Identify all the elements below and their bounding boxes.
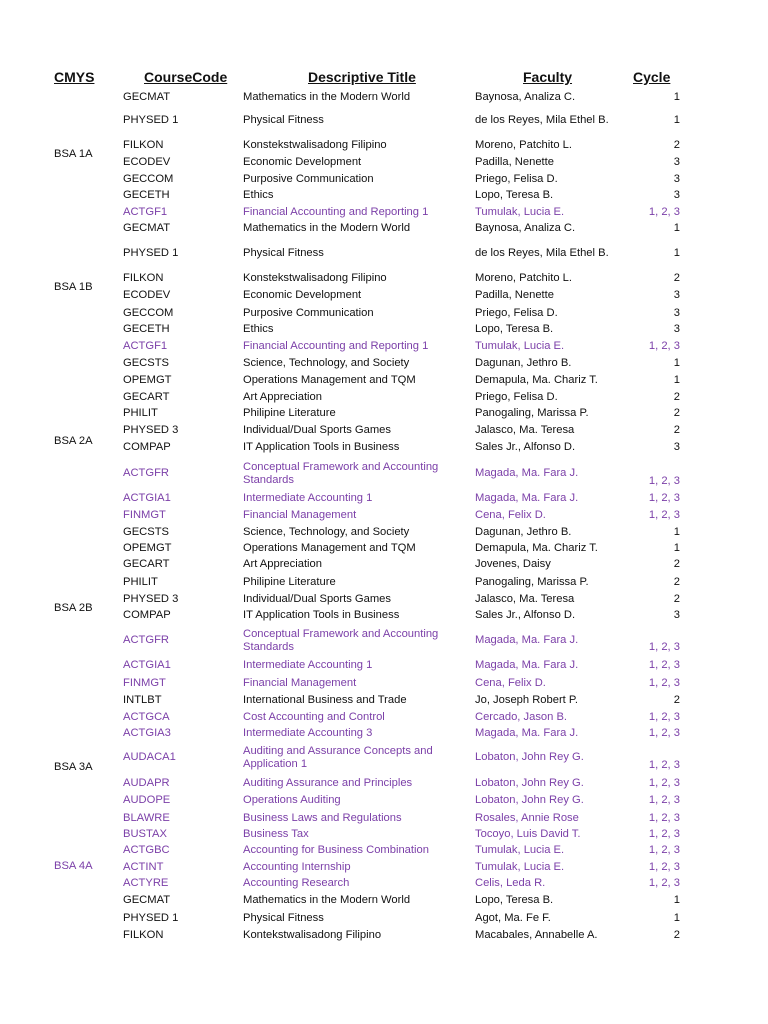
cycle-value: 1, 2, 3 [648, 206, 680, 218]
cycle-value: 3 [673, 173, 680, 185]
cycle-value: 3 [673, 609, 680, 621]
course-code: GECETH [123, 189, 170, 201]
course-code: OPEMGT [123, 542, 172, 554]
course-code: GECART [123, 558, 170, 570]
cmys-group-label: BSA 1B [54, 281, 93, 293]
descriptive-title: Physical Fitness [243, 912, 324, 924]
course-code: OPEMGT [123, 374, 172, 386]
course-code: PHILIT [123, 407, 158, 419]
course-code: COMPAP [123, 441, 171, 453]
cycle-value: 3 [673, 189, 680, 201]
faculty-name: Macabales, Annabelle A. [475, 929, 598, 941]
course-code: BUSTAX [123, 828, 167, 840]
course-code: ACTGFR [123, 634, 169, 646]
descriptive-title: Business Laws and Regulations [243, 812, 402, 824]
faculty-name: Jalasco, Ma. Teresa [475, 424, 575, 436]
header-course-code: CourseCode [144, 69, 228, 85]
cycle-value: 2 [673, 694, 680, 706]
cycle-value: 1, 2, 3 [648, 509, 680, 521]
descriptive-title: Financial Management [243, 677, 357, 689]
faculty-name: Baynosa, Analiza C. [475, 222, 576, 234]
faculty-name: Lobaton, John Rey G. [475, 751, 584, 763]
cycle-value: 1, 2, 3 [648, 759, 680, 771]
descriptive-title: Mathematics in the Modern World [243, 91, 411, 103]
faculty-name: de los Reyes, Mila Ethel B. [475, 114, 609, 126]
cmys-group-label: BSA 3A [54, 761, 93, 773]
descriptive-title: Financial Accounting and Reporting 1 [243, 340, 429, 352]
cycle-value: 1 [673, 222, 680, 234]
cycle-value: 2 [673, 272, 680, 284]
faculty-name: Priego, Felisa D. [475, 307, 558, 319]
descriptive-title: Purposive Communication [243, 173, 374, 185]
course-code: FILKON [123, 139, 164, 151]
cycle-value: 1, 2, 3 [648, 475, 680, 487]
faculty-name: Padilla, Nenette [475, 289, 554, 301]
faculty-name: Sales Jr., Alfonso D. [475, 441, 576, 453]
cycle-value: 1, 2, 3 [648, 861, 680, 873]
faculty-name: Celis, Leda R. [475, 877, 546, 889]
course-code: ECODEV [123, 289, 171, 301]
descriptive-title: Purposive Communication [243, 307, 374, 319]
course-code: ACTGF1 [123, 206, 168, 218]
faculty-name: Rosales, Annie Rose [475, 812, 579, 824]
course-code: AUDACA1 [123, 751, 176, 763]
descriptive-title: Physical Fitness [243, 114, 324, 126]
descriptive-title: Physical Fitness [243, 247, 324, 259]
cycle-value: 1 [673, 91, 680, 103]
descriptive-title: Ethics [243, 189, 274, 201]
descriptive-title: Operations Auditing [243, 794, 341, 806]
course-code: ECODEV [123, 156, 171, 168]
course-code: PHILIT [123, 576, 158, 588]
course-code: GECCOM [123, 173, 174, 185]
header-cycle: Cycle [633, 69, 671, 85]
course-code: ACTGBC [123, 844, 170, 856]
descriptive-title: Financial Management [243, 509, 357, 521]
cycle-value: 2 [673, 407, 680, 419]
faculty-name: Cena, Felix D. [475, 509, 546, 521]
cycle-value: 3 [673, 307, 680, 319]
descriptive-title: IT Application Tools in Business [243, 441, 400, 453]
faculty-name: Magada, Ma. Fara J. [475, 727, 579, 739]
header-descriptive-title: Descriptive Title [308, 69, 416, 85]
faculty-name: Lobaton, John Rey G. [475, 794, 584, 806]
faculty-name: Moreno, Patchito L. [475, 139, 573, 151]
header-cmys: CMYS [54, 69, 95, 85]
course-code: ACTGF1 [123, 340, 168, 352]
cycle-value: 1, 2, 3 [648, 844, 680, 856]
faculty-name: Agot, Ma. Fe F. [475, 912, 551, 924]
course-code: BLAWRE [123, 812, 170, 824]
cycle-value: 3 [673, 323, 680, 335]
course-code: ACTYRE [123, 877, 169, 889]
cycle-value: 2 [673, 929, 680, 941]
cycle-value: 1, 2, 3 [648, 659, 680, 671]
cycle-value: 2 [673, 424, 680, 436]
faculty-name: Tumulak, Lucia E. [475, 861, 565, 873]
course-code: ACTGCA [123, 711, 170, 723]
descriptive-title: Individual/Dual Sports Games [243, 593, 391, 605]
descriptive-title: Conceptual Framework and Accounting Standards [243, 628, 439, 653]
cycle-value: 1, 2, 3 [648, 641, 680, 653]
header-faculty: Faculty [523, 69, 573, 85]
descriptive-title: Accounting Research [243, 877, 350, 889]
faculty-name: Priego, Felisa D. [475, 173, 558, 185]
faculty-name: Magada, Ma. Fara J. [475, 659, 579, 671]
faculty-name: Dagunan, Jethro B. [475, 357, 572, 369]
descriptive-title: Cost Accounting and Control [243, 711, 385, 723]
faculty-name: Lobaton, John Rey G. [475, 777, 584, 789]
faculty-name: Tumulak, Lucia E. [475, 206, 565, 218]
descriptive-title: Economic Development [243, 156, 362, 168]
course-code: GECMAT [123, 222, 171, 234]
cycle-value: 1 [673, 526, 680, 538]
cycle-value: 2 [673, 558, 680, 570]
cycle-value: 1 [673, 374, 680, 386]
cycle-value: 1 [673, 247, 680, 259]
cycle-value: 1, 2, 3 [648, 812, 680, 824]
descriptive-title: Intermediate Accounting 1 [243, 659, 373, 671]
descriptive-title: International Business and Trade [243, 694, 407, 706]
faculty-name: Sales Jr., Alfonso D. [475, 609, 576, 621]
descriptive-title: Konstekstwalisadong Filipino [243, 272, 387, 284]
cycle-value: 2 [673, 593, 680, 605]
cycle-value: 1, 2, 3 [648, 492, 680, 504]
faculty-name: Tocoyo, Luis David T. [475, 828, 581, 840]
descriptive-title: Mathematics in the Modern World [243, 222, 411, 234]
descriptive-title: Intermediate Accounting 1 [243, 492, 373, 504]
course-code: COMPAP [123, 609, 171, 621]
faculty-name: Demapula, Ma. Chariz T. [475, 542, 598, 554]
descriptive-title: Philipine Literature [243, 576, 336, 588]
descriptive-title: Ethics [243, 323, 274, 335]
descriptive-title: Philipine Literature [243, 407, 336, 419]
descriptive-title: Economic Development [243, 289, 362, 301]
descriptive-title: Conceptual Framework and Accounting Standards [243, 461, 439, 486]
faculty-name: Magada, Ma. Fara J. [475, 467, 579, 479]
course-code: ACTGIA1 [123, 492, 171, 504]
descriptive-title: Operations Management and TQM [243, 374, 416, 386]
descriptive-title: Art Appreciation [243, 391, 322, 403]
faculty-name: Panogaling, Marissa P. [475, 576, 589, 588]
cmys-group-label: BSA 4A [54, 860, 93, 872]
course-code: ACTGFR [123, 467, 169, 479]
cycle-value: 1 [673, 114, 680, 126]
descriptive-title: Auditing Assurance and Principles [243, 777, 413, 789]
descriptive-title: Kontekstwalisadong Filipino [243, 929, 382, 941]
cycle-value: 1, 2, 3 [648, 677, 680, 689]
course-code: PHYSED 3 [123, 424, 179, 436]
cycle-value: 1, 2, 3 [648, 711, 680, 723]
descriptive-title: Science, Technology, and Society [243, 357, 410, 369]
faculty-name: Panogaling, Marissa P. [475, 407, 589, 419]
course-code: GECCOM [123, 307, 174, 319]
course-code: GECETH [123, 323, 170, 335]
cmys-group-label: BSA 1A [54, 148, 93, 160]
cycle-value: 3 [673, 441, 680, 453]
course-code: PHYSED 3 [123, 593, 179, 605]
descriptive-title: Accounting for Business Combination [243, 844, 429, 856]
course-code: GECSTS [123, 526, 170, 538]
course-code: GECMAT [123, 894, 171, 906]
descriptive-title: Science, Technology, and Society [243, 526, 410, 538]
faculty-name: Baynosa, Analiza C. [475, 91, 576, 103]
course-code: FILKON [123, 929, 164, 941]
course-code: AUDOPE [123, 794, 171, 806]
descriptive-title: IT Application Tools in Business [243, 609, 400, 621]
faculty-name: Lopo, Teresa B. [475, 323, 554, 335]
course-code: FINMGT [123, 677, 166, 689]
descriptive-title: Financial Accounting and Reporting 1 [243, 206, 429, 218]
cycle-value: 1 [673, 894, 680, 906]
descriptive-title: Art Appreciation [243, 558, 322, 570]
cycle-value: 3 [673, 289, 680, 301]
course-code: FINMGT [123, 509, 166, 521]
faculty-name: Jo, Joseph Robert P. [475, 694, 579, 706]
faculty-name: de los Reyes, Mila Ethel B. [475, 247, 609, 259]
course-code: INTLBT [123, 694, 162, 706]
cycle-value: 1, 2, 3 [648, 794, 680, 806]
faculty-name: Cercado, Jason B. [475, 711, 568, 723]
descriptive-title: Operations Management and TQM [243, 542, 416, 554]
cycle-value: 3 [673, 156, 680, 168]
cycle-value: 2 [673, 391, 680, 403]
descriptive-title: Auditing and Assurance Concepts and Application 1 [243, 745, 433, 770]
cycle-value: 1, 2, 3 [648, 340, 680, 352]
faculty-name: Lopo, Teresa B. [475, 189, 554, 201]
cycle-value: 1, 2, 3 [648, 727, 680, 739]
descriptive-title: Intermediate Accounting 3 [243, 727, 373, 739]
course-code: ACTGIA1 [123, 659, 171, 671]
faculty-name: Tumulak, Lucia E. [475, 340, 565, 352]
faculty-name: Moreno, Patchito L. [475, 272, 573, 284]
cycle-value: 1, 2, 3 [648, 777, 680, 789]
faculty-name: Cena, Felix D. [475, 677, 546, 689]
faculty-name: Magada, Ma. Fara J. [475, 634, 579, 646]
cycle-value: 1 [673, 912, 680, 924]
faculty-name: Lopo, Teresa B. [475, 894, 554, 906]
faculty-name: Priego, Felisa D. [475, 391, 558, 403]
faculty-name: Magada, Ma. Fara J. [475, 492, 579, 504]
cmys-group-label: BSA 2B [54, 602, 93, 614]
cycle-value: 1, 2, 3 [648, 877, 680, 889]
course-code: ACTGIA3 [123, 727, 171, 739]
descriptive-title: Accounting Internship [243, 861, 351, 873]
cycle-value: 2 [673, 576, 680, 588]
course-code: PHYSED 1 [123, 247, 179, 259]
course-code: PHYSED 1 [123, 114, 179, 126]
cmys-group-label: BSA 2A [54, 435, 93, 447]
faculty-name: Jovenes, Daisy [475, 558, 551, 570]
course-code: GECSTS [123, 357, 170, 369]
course-code: FILKON [123, 272, 164, 284]
course-code: ACTINT [123, 861, 164, 873]
course-code: GECMAT [123, 91, 171, 103]
descriptive-title: Mathematics in the Modern World [243, 894, 411, 906]
cycle-value: 1 [673, 542, 680, 554]
descriptive-title: Business Tax [243, 828, 309, 840]
faculty-name: Padilla, Nenette [475, 156, 554, 168]
course-code: GECART [123, 391, 170, 403]
descriptive-title: Konstekstwalisadong Filipino [243, 139, 387, 151]
course-code: PHYSED 1 [123, 912, 179, 924]
cycle-value: 1, 2, 3 [648, 828, 680, 840]
faculty-name: Dagunan, Jethro B. [475, 526, 572, 538]
descriptive-title: Individual/Dual Sports Games [243, 424, 391, 436]
cycle-value: 1 [673, 357, 680, 369]
cycle-value: 2 [673, 139, 680, 151]
course-code: AUDAPR [123, 777, 170, 789]
faculty-name: Tumulak, Lucia E. [475, 844, 565, 856]
faculty-name: Jalasco, Ma. Teresa [475, 593, 575, 605]
faculty-name: Demapula, Ma. Chariz T. [475, 374, 598, 386]
